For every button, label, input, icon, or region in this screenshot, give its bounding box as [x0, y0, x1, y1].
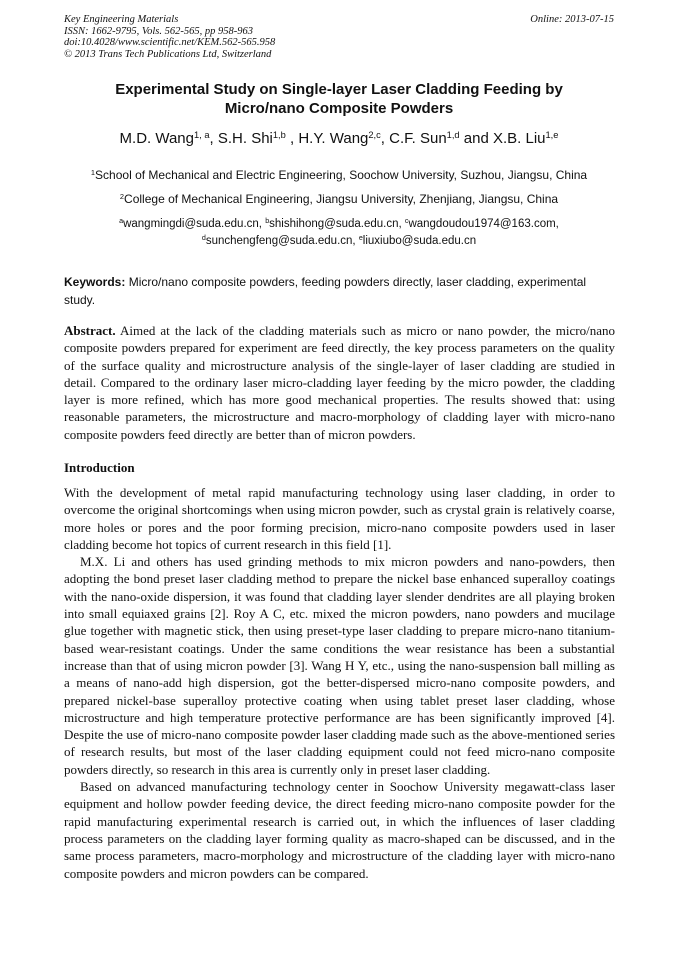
email-line-2: $^d$sunchengfeng@suda.edu.cn, $^e$liuxiubo@suda.edu.cn: [201, 234, 477, 247]
online-date: Online: 2013-07-15: [530, 14, 614, 25]
author-separator: ,: [209, 130, 218, 147]
affiliation-2: [40, 192, 638, 207]
paragraph: Based on advanced manufacturing technology center in Soochow University megawatt-class laser equipment and hollow powder feeding device, the direct feeding micro-nano composite powder for the rapid manufacturing experimental research is carried out, in which the influences of laser cladding process parameters on the cladding layer forming quality as macro-shaped can be discussed, and in the same process parameters, macro-morphology and microstructure of the cladding layer with micro-nano composite powders and micron powders can be compared.: [64, 779, 615, 881]
author-name: H.Y. Wang: [298, 130, 369, 147]
author-name: M.D. Wang: [119, 130, 194, 147]
email-list: [40, 216, 638, 250]
affiliation-marker: 1: [90, 167, 96, 177]
email-d: sunchengfeng@suda.edu.cn: [205, 235, 353, 247]
abstract-label: Abstract.: [64, 323, 116, 338]
author-separator: ,: [380, 130, 390, 147]
affiliation-text: School of Mechanical and Electric Engineering, Soochow University, Suzhou, Jiangsu, China: [95, 168, 588, 182]
affiliation-marker: 2: [119, 191, 125, 201]
author-list: [40, 129, 638, 149]
keywords-text: Micro/nano composite powders, feeding powders directly, laser cladding, experimental study.: [64, 275, 587, 307]
email-a: wangmingdi@suda.edu.cn: [123, 218, 259, 230]
title-line-2: Micro/nano Composite Powders: [224, 100, 454, 117]
doi-line: doi:10.4028/www.scientific.net/KEM.562-565.958: [64, 37, 276, 48]
section-heading-introduction: Introduction: [64, 460, 135, 475]
title-line-1: Experimental Study on Single-layer Laser Cladding Feeding by: [115, 81, 563, 98]
author-superscript: 1,e: [545, 129, 559, 140]
paper-title: [64, 80, 614, 118]
introduction-body: [64, 484, 615, 882]
paragraph: M.X. Li and others has used grinding methods to mix micron powders and nano-powders, then adopting the bond preset laser cladding method to prepare the nickel base enhanced superalloy coatings with the nano-oxide dispersion, it was found that cladding layer slender dendrites are all playing broken into small equiaxed grains [2]. Roy A C, etc. mixed the micron powders, nano powders and mucilage glue together with magnetic stick, then using preset-type laser cladding to prepare micro-nano titanium-based wear-resistant coatings. Under the same conditions the wear resistance has been a substantial increase than that of using micron powder [3]. Wang H Y, etc., using the nano-suspension ball milling as a means of nano-add high dispersion, got the better-dispersed micro-nano composite powders, and prepared nickel-base superalloy protective coating when using tablet preset laser cladding, whose microstructure and high temperature protective performance are has been significantly improved [4]. Despite the use of micro-nano composite powder laser cladding made such as the above-mentioned series of research results, but most of the laser cladding equipment could not feed micro-nano composite powders directly, so research in this area is currently only in preset laser cladding.: [64, 554, 615, 777]
author-name: S.H. Shi: [217, 130, 273, 147]
abstract: [64, 322, 615, 443]
journal-name: Key Engineering Materials: [64, 14, 179, 25]
journal-header: [64, 14, 275, 60]
author-name: C.F. Sun: [389, 130, 447, 147]
keywords-label: Keywords:: [64, 275, 126, 289]
author-separator: ,: [285, 130, 299, 147]
abstract-text: Aimed at the lack of the cladding materials such as micro or nano powder, the micro/nano composite powders prepared for experiment are feed directly, the key process parameters on the quality of the surface quality and microstructure analysis of the single-layer of laser cladding are studied in detail. Compared to the ordinary laser micro-cladding layer feeding by the micro powder, the cladding layer is more refined, which has more good mechanical properties. The results showed that: using reasonable parameters, the microstructure and macro-morphology of cladding layer with micro-nano composite powders feed directly are better than of micron powders.: [64, 323, 615, 442]
copyright-line: © 2013 Trans Tech Publications Ltd, Switzerland: [64, 48, 272, 60]
author-separator: and: [459, 130, 493, 147]
affiliation-text: College of Mechanical Engineering, Jiangsu University, Zhenjiang, Jiangsu, China: [124, 192, 559, 206]
email-c: wangdoudou1974@163.com: [408, 218, 556, 230]
author-superscript: 1,b: [272, 129, 286, 140]
email-b: shishihong@suda.edu.cn: [269, 218, 399, 230]
author-name: X.B. Liu: [492, 130, 546, 147]
affiliation-1: [40, 168, 638, 183]
email-line-1: $^a$wangmingdi@suda.edu.cn, $^b$shishihong@suda.edu.cn, $^c$wangdoudou1974@163.com,: [119, 217, 559, 230]
author-superscript: 1, a: [194, 129, 210, 140]
issn-line: ISSN: 1662-9795, Vols. 562-565, pp 958-963: [64, 25, 253, 37]
paragraph: With the development of metal rapid manufacturing technology using laser cladding, in order to overcome the original shortcomings when using micron powder, such as crystal grain is relatively coarse, more holes or pores and the poor forming precision, micro-nano composite powders used in laser cladding become hot topics of current research in this field [1].: [64, 485, 615, 552]
author-superscript: 1,d: [446, 129, 460, 140]
email-e: liuxiubo@suda.edu.cn: [362, 235, 477, 247]
author-superscript: 2,c: [368, 129, 381, 140]
keywords: [64, 274, 615, 309]
